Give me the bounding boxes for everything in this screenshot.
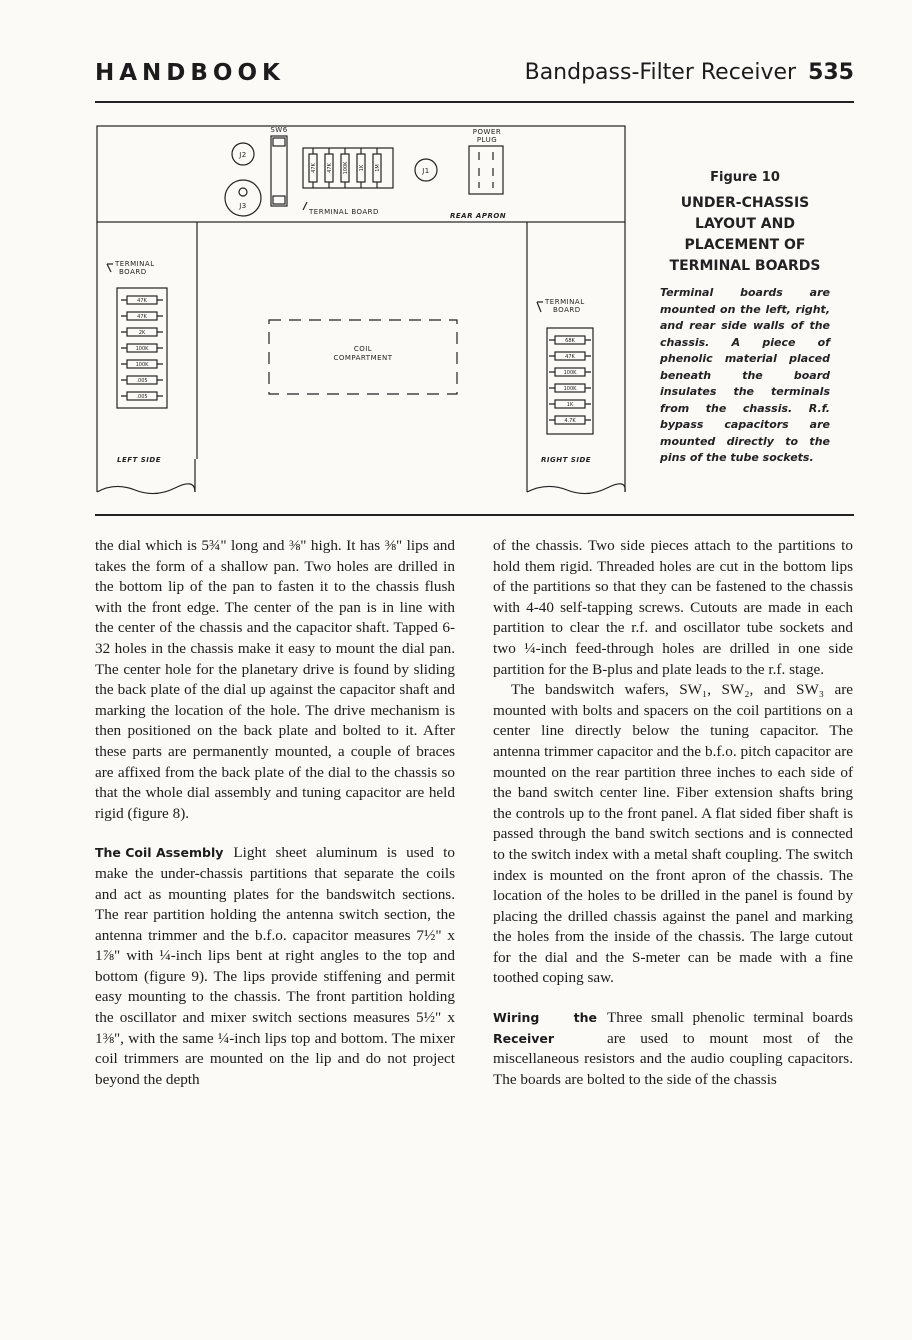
j2-label: J2 <box>239 151 247 159</box>
resistor-value: .005 <box>136 394 148 400</box>
compartment-label: COMPARTMENT <box>333 354 393 362</box>
resistor-value: .005 <box>136 378 148 384</box>
resistor-value: 47K <box>137 314 147 320</box>
resistor-value: 100K <box>563 370 577 376</box>
rear-resistor-group <box>309 148 381 188</box>
page-header <box>95 60 854 94</box>
figure-caption <box>660 170 830 467</box>
power-plug-icon <box>469 146 503 194</box>
handbook-label: HANDBOOK <box>95 60 285 86</box>
left-break-line <box>97 484 195 494</box>
rear-apron-label: REAR APRON <box>450 212 507 220</box>
right-terminal-label: TERMINAL <box>545 298 585 306</box>
j1-label: J1 <box>422 167 430 175</box>
left-paragraph-2: Light sheet aluminum is used to make the under-chassis partitions that separate the coils and act as mounting plates for the bandswitch sections. The rear partition holding the antenna switch section, the antenna trimmer and the b.f.o. capacitor measures 7½" x 1⅞" with ¼-inch lips bent at right angles to the top and bottom (figure 9). The lips provide stiffening and permit easy mounting to the chassis. The front partition holding the oscillator and mixer switch sections measures 5½" x 1⅜", with the same ¼-inch lips top and bottom. The mixer coil trimmers are mounted on the lip and do not project beyond the depth <box>95 844 455 1088</box>
j3-label: J3 <box>239 202 247 210</box>
resistor-value: 2K <box>138 330 146 336</box>
power-plug-label: POWER <box>472 128 502 136</box>
figure-rule <box>95 514 854 516</box>
coil-label: COIL <box>353 345 373 353</box>
resistor-value: 1M <box>375 164 381 172</box>
header-rule <box>95 101 854 103</box>
sw6-label: SW6 <box>270 126 288 134</box>
right-paragraph-1: of the chassis. Two side pieces attach to the partitions to hold them rigid. Threaded holes are cut in the bottom lips of the partitions so that they can be fastened to the chassis with 4-40 self-tapping screws. Cutouts are made in each partition to clear the r.f. and oscillator tube sockets and two ¼-inch feed-through holes are drilled in one side partition for the B-plus and plate leads to the r.f. stage. <box>493 537 853 678</box>
chassis-diagram <box>95 124 627 502</box>
rear-terminal-board-label: TERMINAL BOARD <box>309 208 379 216</box>
coil-assembly-heading: The Coil Assembly <box>95 845 224 861</box>
figure-number: Figure 10 <box>710 170 780 185</box>
resistor-value: 68K <box>565 338 575 344</box>
figure-title: UNDER-CHASSIS LAYOUT AND PLACEMENT OF TERMINAL BOARDS <box>669 195 821 274</box>
right-break-line <box>527 484 625 494</box>
right-terminal-label-2: BOARD <box>553 306 581 314</box>
resistor-value: 47K <box>565 354 575 360</box>
left-side-label: LEFT SIDE <box>117 456 161 464</box>
left-paragraph-1: the dial which is 5¾" long and ⅜" high. It has ⅜" lips and takes the form of a shallow pan. Two holes are drilled in the bottom lip of the pan to fasten it to the chassis flush with the front edge. The center of the pan is in line with the center of the chassis and the capacitor shaft. Tapped 6-32 holes in the chassis make it easy to mount the dial pan. The center hole for the planetary drive is found by sliding the back plate of the dial up against the capacitor shaft and marking the location of the hole. The drive mechanism is then positioned on the back plate and bolted to it. After these parts are permanently mounted, a couple of braces are affixed from the back plate of the dial to the chassis so that the whole dial assembly and tuning capacitor are held rigid (figure 8). <box>95 537 455 822</box>
resistor-value: 4.7K <box>564 418 576 424</box>
left-resistor-group <box>121 296 163 400</box>
right-paragraph-3: Three small phenolic terminal boards are used to mount most of the miscellaneous resistors and the audio coupling capacitors. The boards are bolted to the side of the chassis <box>493 1009 853 1088</box>
resistor-value: 47K <box>137 298 147 304</box>
left-column <box>95 536 455 1090</box>
right-column <box>493 536 853 1090</box>
resistor-value: 1K <box>566 402 574 408</box>
resistor-value: 100K <box>135 346 149 352</box>
right-side-label: RIGHT SIDE <box>541 456 592 464</box>
left-terminal-label-2: BOARD <box>119 268 147 276</box>
wiring-heading: Wiring the Receiver <box>493 1010 597 1046</box>
right-paragraph-2: The bandswitch wafers, SW₁, SW₂, and SW₃ are mounted with bolts and spacers on the coil partitions on a center line directly below the tuning capacitor. The antenna trimmer capacitor and the b.f.o. pitch capacitor are mounted on the rear partition three inches to each side of the band switch center line. Fiber extension shafts bring the controls up to the front panel. A flat sided fiber shaft is passed through the band switch sections and is connected to the switch index with a metal shaft coupling. The switch index is mounted on the front apron of the chassis. The location of the holes to be drilled in the panel is found by placing the drilled chassis against the panel and marking the holes from the inside of the chassis. The large cutout for the dial and the S-meter can be made with a fine toothed coping saw. <box>493 681 853 987</box>
right-resistor-group <box>549 336 591 424</box>
resistor-value: 100K <box>343 161 349 175</box>
resistor-value: 47K <box>327 163 333 173</box>
figure-caption-text: Terminal boards are mounted on the left, right, and rear side walls of the chassis. A piece of phenolic material placed beneath the board insulates the terminals from the chassis. R.f. bypass capacitors are mounted directly to the pins of the tube sockets. <box>660 286 830 464</box>
resistor-value: 100K <box>135 362 149 368</box>
resistor-value: 1K <box>359 164 365 172</box>
power-plug-label-2: PLUG <box>476 136 498 144</box>
left-terminal-label: TERMINAL <box>115 260 155 268</box>
resistor-value: 47K <box>311 163 317 173</box>
running-title <box>525 60 854 85</box>
section-title: Bandpass-Filter Receiver <box>524 60 797 85</box>
resistor-value: 100K <box>563 386 577 392</box>
j3-jack-icon <box>225 180 261 216</box>
page-number: 535 <box>808 60 854 85</box>
